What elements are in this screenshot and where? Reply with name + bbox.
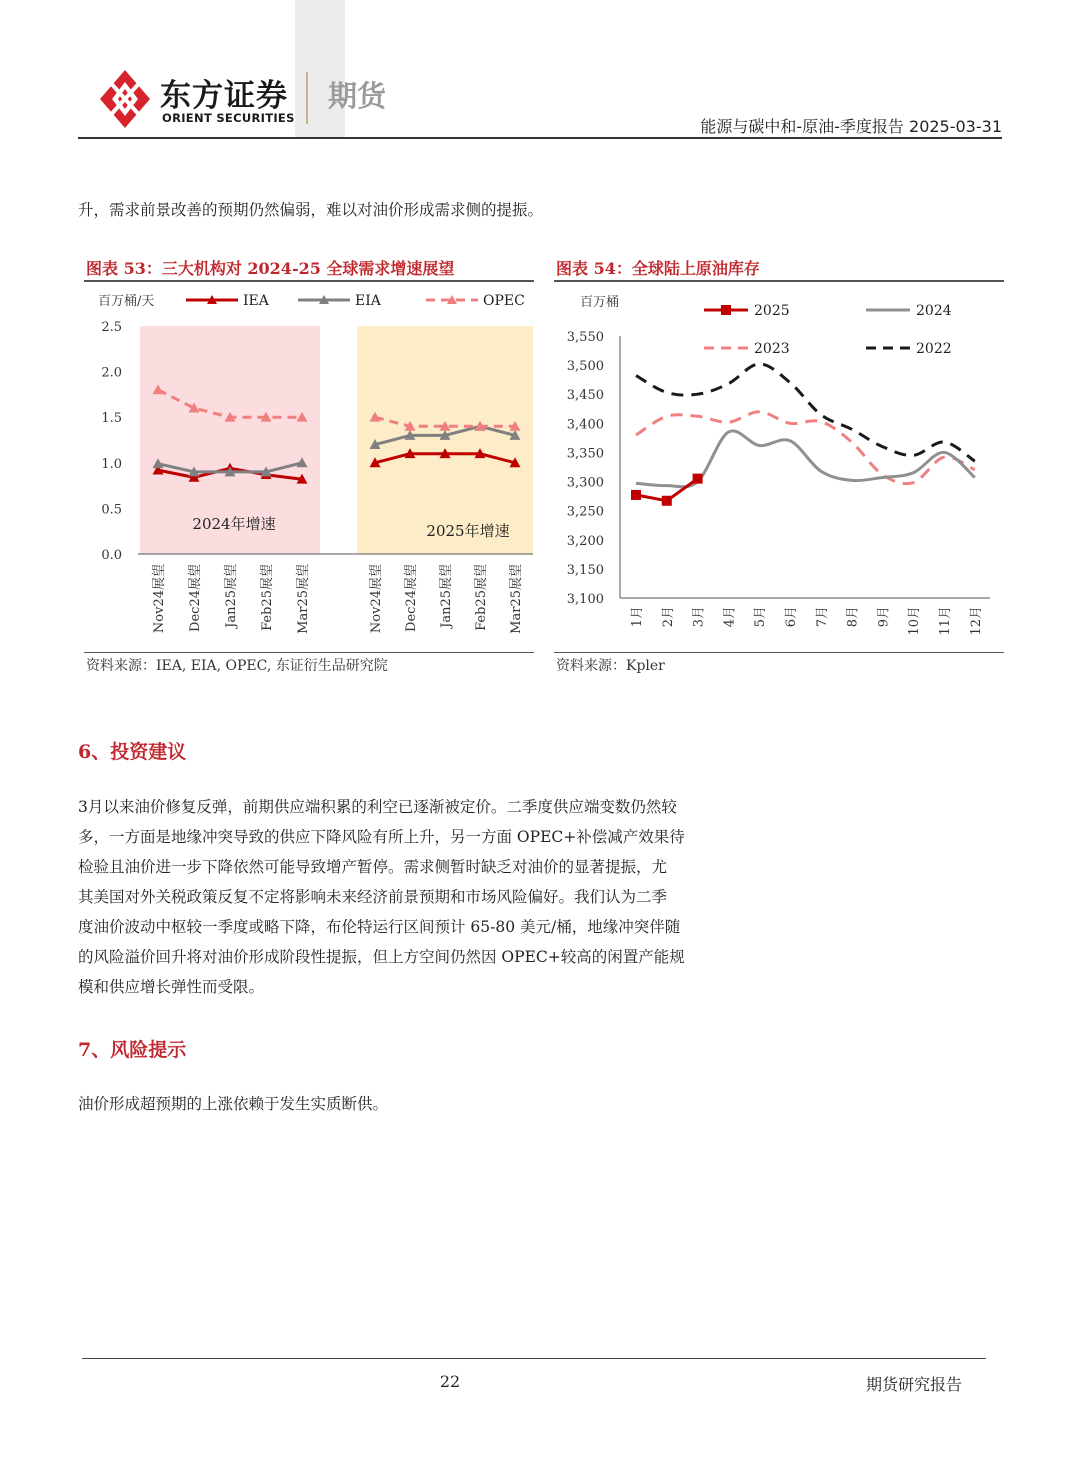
section-7-heading: 7、风险提示 bbox=[78, 1039, 187, 1061]
demand-growth-chart bbox=[84, 284, 544, 650]
paragraph-line: 度油价波动中枢较一季度或略下降，布伦特运行区间预计 65-80 美元/桶，地缘冲突伴随 bbox=[78, 918, 681, 936]
section-7-paragraph: 油价形成超预期的上涨依赖于发生实质断供。 bbox=[78, 1095, 389, 1113]
data-point-2025 bbox=[693, 474, 703, 484]
paragraph-line: 检验且油价进一步下降依然可能导致增产暂停。需求侧暂时缺乏对油价的显著提振，尤 bbox=[78, 858, 668, 876]
header-rule bbox=[78, 137, 1002, 139]
x-tick-labels bbox=[630, 606, 984, 636]
y-tick-labels bbox=[101, 320, 122, 563]
data-point-2025 bbox=[662, 496, 672, 506]
y-unit-label: 百万桶/天 bbox=[98, 294, 155, 309]
paragraph-line: 多，一方面是地缘冲突导致的供应下降风险有所上升，另一方面 OPEC+补偿减产效果待 bbox=[78, 828, 685, 846]
series-lines bbox=[631, 364, 975, 506]
x-tick-label: Jan25展望 bbox=[439, 564, 454, 628]
x-tick-label: Feb25展望 bbox=[474, 564, 489, 631]
y-tick-label: 2.5 bbox=[101, 320, 122, 335]
legend-label-2024: 2024 bbox=[916, 303, 952, 319]
x-tick-label: 1月 bbox=[630, 606, 645, 628]
figure-53-bottom-rule bbox=[84, 652, 534, 653]
x-tick-label: Mar25展望 bbox=[296, 564, 311, 634]
figure-54-bottom-rule bbox=[554, 652, 1004, 653]
x-tick-label: Dec24展望 bbox=[404, 564, 419, 632]
y-tick-label: 0.5 bbox=[101, 502, 122, 518]
brand-name-cn: 东方证券 bbox=[160, 78, 288, 114]
brand-name-en: ORIENT SECURITIES bbox=[162, 111, 295, 125]
figure-54-source: 资料来源：Kpler bbox=[556, 658, 665, 674]
y-unit-label: 百万桶 bbox=[580, 295, 620, 310]
x-tick-label: Nov24展望 bbox=[152, 564, 167, 634]
y-tick-label: 1.5 bbox=[101, 411, 122, 427]
y-tick-label: 1.0 bbox=[101, 456, 122, 472]
x-tick-label: 6月 bbox=[784, 606, 799, 628]
y-tick-label: 3,550 bbox=[566, 330, 604, 345]
y-tick-label: 3,400 bbox=[566, 417, 604, 433]
x-tick-label: 4月 bbox=[722, 606, 738, 628]
x-tick-label: 2月 bbox=[660, 606, 676, 628]
series-line-2024 bbox=[636, 431, 975, 487]
figure-54-top-rule bbox=[554, 280, 1004, 282]
figure-53-top-rule bbox=[84, 280, 534, 282]
header-grey-band bbox=[295, 0, 345, 138]
x-tick-label: 8月 bbox=[845, 606, 861, 628]
figure-53-title: 图表 53：三大机构对 2024-25 全球需求增速展望 bbox=[86, 259, 455, 278]
y-tick-label: 3,300 bbox=[566, 475, 604, 491]
figure-53-source: 资料来源：IEA, EIA, OPEC, 东证衍生品研究院 bbox=[86, 658, 388, 674]
paragraph-line: 3月以来油价修复反弹，前期供应端积累的利空已逐渐被定价。二季度供应端变数仍然较 bbox=[78, 798, 677, 816]
x-tick-label: 3月 bbox=[691, 606, 707, 628]
orient-securities-logo-icon bbox=[98, 68, 152, 130]
x-tick-label: Dec24展望 bbox=[188, 564, 203, 632]
paragraph-line: 的风险溢价回升将对油价形成阶段性提振，但上方空间仍然因 OPEC+较高的闲置产能规 bbox=[78, 948, 685, 966]
x-tick-label: Nov24展望 bbox=[369, 564, 384, 634]
onshore-crude-inventory-chart bbox=[554, 284, 1004, 650]
chart-legend bbox=[186, 293, 525, 309]
y-tick-label: 3,200 bbox=[566, 533, 604, 549]
y-tick-label: 2.0 bbox=[101, 365, 122, 381]
x-tick-label: 10月 bbox=[907, 606, 923, 636]
x-tick-labels bbox=[151, 564, 524, 634]
futures-label: 期货 bbox=[328, 79, 387, 113]
x-tick-label: Mar25展望 bbox=[509, 564, 524, 634]
legend-label-2025: 2025 bbox=[754, 303, 790, 319]
series-line-2022 bbox=[636, 364, 975, 461]
legend-label-eia: EIA bbox=[355, 293, 381, 309]
paragraph-line: 其美国对外关税政策反复不定将影响未来经济前景预期和市场风险偏好。我们认为二季 bbox=[78, 888, 668, 906]
x-tick-label: Feb25展望 bbox=[260, 564, 275, 631]
x-tick-label: 11月 bbox=[938, 606, 953, 636]
legend-marker-2025 bbox=[721, 305, 731, 315]
brand-divider bbox=[306, 72, 308, 124]
y-tick-label: 3,250 bbox=[566, 504, 604, 520]
y-tick-label: 3,450 bbox=[566, 388, 604, 404]
footer-label: 期货研究报告 bbox=[865, 1375, 962, 1394]
page-number: 22 bbox=[439, 1372, 461, 1391]
chart-legend bbox=[704, 303, 952, 357]
series-line-2023 bbox=[636, 412, 975, 484]
y-tick-label: 3,350 bbox=[566, 446, 604, 462]
y-tick-label: 3,500 bbox=[566, 359, 604, 375]
footer-rule bbox=[82, 1358, 986, 1359]
intro-paragraph: 升，需求前景改善的预期仍然偏弱，难以对油价形成需求侧的提振。 bbox=[78, 201, 544, 219]
data-point-2025 bbox=[631, 490, 641, 500]
region-2024-label: 2024年增速 bbox=[192, 515, 276, 533]
x-tick-label: Jan25展望 bbox=[224, 564, 239, 628]
region-2025-background bbox=[357, 326, 533, 554]
legend-label-iea: IEA bbox=[243, 293, 269, 309]
figure-54-title: 图表 54：全球陆上原油库存 bbox=[556, 259, 760, 278]
legend-label-2023: 2023 bbox=[754, 341, 790, 357]
section-6-paragraph bbox=[78, 792, 818, 1002]
paragraph-line: 模和供应增长弹性而受限。 bbox=[78, 978, 265, 996]
x-tick-label: 5月 bbox=[753, 606, 769, 628]
x-tick-label: 7月 bbox=[814, 606, 830, 628]
report-title: 能源与碳中和-原油-季度报告 2025-03-31 bbox=[700, 117, 1002, 136]
x-tick-label: 9月 bbox=[876, 606, 892, 628]
section-6-heading: 6、投资建议 bbox=[78, 741, 187, 763]
region-2025-label: 2025年增速 bbox=[426, 522, 510, 540]
legend-label-2022: 2022 bbox=[916, 341, 952, 357]
y-tick-labels bbox=[567, 330, 604, 607]
legend-label-opec: OPEC bbox=[483, 293, 525, 309]
y-tick-label: 0.0 bbox=[101, 548, 122, 563]
y-tick-label: 3,100 bbox=[566, 592, 604, 607]
x-tick-label: 12月 bbox=[968, 606, 984, 636]
y-tick-label: 3,150 bbox=[566, 562, 604, 578]
